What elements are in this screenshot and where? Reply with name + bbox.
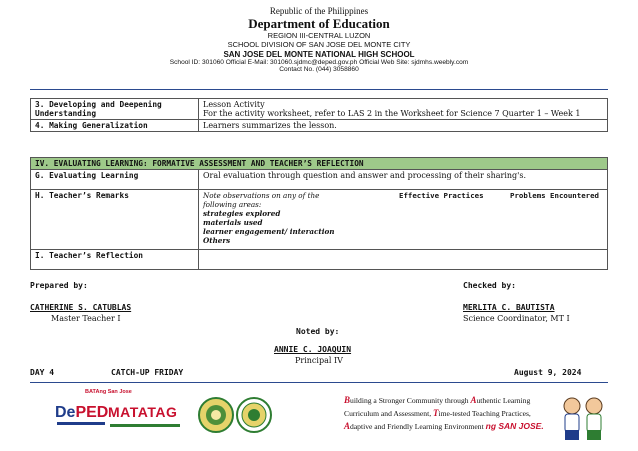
table-row bbox=[31, 99, 608, 120]
school-name: SAN JOSE DEL MONTE NATIONAL HIGH SCHOOL bbox=[223, 49, 415, 59]
value-line: For the activity worksheet, refer to LAS 2 in the Worksheet for Science 7 Quarter 1 – Week 1 bbox=[203, 109, 581, 118]
contact-line: Contact No. (044) 3058860 bbox=[279, 66, 359, 74]
note-intro: Note observations on any of the bbox=[203, 191, 320, 200]
table-row bbox=[31, 190, 608, 250]
row-value-evaluating: Oral evaluation through question and answer and processing of their sharing's. bbox=[199, 170, 608, 190]
note-item: learner engagement/ interaction bbox=[203, 227, 335, 236]
section-heading: IV. EVALUATING LEARNING: FORMATIVE ASSESSMENT AND TEACHER’S REFLECTION bbox=[31, 158, 608, 170]
school-ids-line: School ID: 301060 Official E-Mail: 301060.sjdmc@deped.gov.ph Official Web Site: sjdmhs.weebly.com bbox=[169, 58, 469, 66]
motto-line: Adaptive and Friendly Learning Environment ng SAN JOSE. bbox=[344, 421, 544, 432]
matatag-logo: MATATAG bbox=[108, 404, 178, 420]
matatag-underline bbox=[110, 424, 180, 427]
document-header bbox=[0, 6, 638, 74]
prepared-name: CATHERINE S. CATUBLAS bbox=[30, 303, 132, 312]
checked-name: MERLITA C. BAUTISTA bbox=[463, 303, 555, 312]
row-value-developing bbox=[199, 99, 608, 120]
table-row bbox=[31, 170, 608, 190]
noted-name: ANNIE C. JOAQUIN bbox=[274, 345, 352, 354]
note-item: materials used bbox=[203, 218, 263, 227]
table-row bbox=[31, 250, 608, 270]
batang-san-jose-logo: BATAng San Jose bbox=[85, 389, 132, 395]
row-label-generalization: 4. Making Generalization bbox=[31, 120, 199, 132]
department-title: Department of Education bbox=[248, 16, 390, 32]
prepared-by-label: Prepared by: bbox=[30, 281, 88, 290]
day-label: DAY 4 bbox=[30, 368, 55, 377]
row-value-generalization: Learners summarizes the lesson. bbox=[199, 120, 608, 132]
header-divider bbox=[30, 89, 608, 90]
deped-logo: DePED bbox=[55, 404, 109, 421]
note-item: Others bbox=[203, 236, 231, 245]
lesson-procedure-table bbox=[30, 98, 608, 132]
problems-encountered-label: Problems Encountered bbox=[510, 191, 599, 200]
remarks-columns bbox=[377, 191, 599, 200]
motto-line: Building a Stronger Community through Authentic Learning bbox=[344, 395, 531, 405]
school-motto bbox=[344, 394, 544, 433]
effective-practices-label: Effective Practices bbox=[399, 191, 484, 200]
note-intro: following areas: bbox=[203, 200, 262, 209]
noted-by-label: Noted by: bbox=[296, 327, 340, 336]
student-mascots-icon bbox=[556, 394, 610, 444]
event-label: CATCH-UP FRIDAY bbox=[111, 368, 184, 377]
note-item: strategies explored bbox=[203, 209, 281, 218]
row-label-reflection: I. Teacher’s Reflection bbox=[31, 250, 199, 270]
evaluation-table bbox=[30, 157, 608, 270]
school-seal-icon bbox=[198, 397, 234, 433]
division-line: SCHOOL DIVISION OF SAN JOSE DEL MONTE CITY bbox=[227, 39, 411, 49]
region-line: REGION III-CENTRAL LUZON bbox=[267, 31, 371, 41]
row-value-remarks bbox=[199, 190, 608, 250]
noted-title: Principal IV bbox=[295, 356, 343, 365]
row-label-developing: 3. Developing and Deepening Understanding bbox=[31, 99, 199, 120]
republic-line: Republic of the Philippines bbox=[269, 6, 369, 16]
footer-divider bbox=[30, 382, 608, 383]
checked-by-label: Checked by: bbox=[463, 281, 516, 290]
date-label: August 9, 2024 bbox=[514, 368, 582, 377]
row-label-evaluating: G. Evaluating Learning bbox=[31, 170, 199, 190]
value-line: Lesson Activity bbox=[203, 100, 265, 109]
row-value-reflection bbox=[199, 250, 608, 270]
motto-line: Curriculum and Assessment, Time-tested Teaching Practices, bbox=[344, 408, 531, 419]
checked-title: Science Coordinator, MT I bbox=[463, 314, 570, 323]
remarks-content bbox=[203, 191, 603, 248]
table-row bbox=[31, 120, 608, 132]
deped-logo-underline bbox=[57, 422, 105, 425]
table-header-row bbox=[31, 158, 608, 170]
prepared-title: Master Teacher I bbox=[51, 314, 121, 323]
division-seal-icon bbox=[236, 397, 272, 433]
row-label-remarks: H. Teacher’s Remarks bbox=[31, 190, 199, 250]
